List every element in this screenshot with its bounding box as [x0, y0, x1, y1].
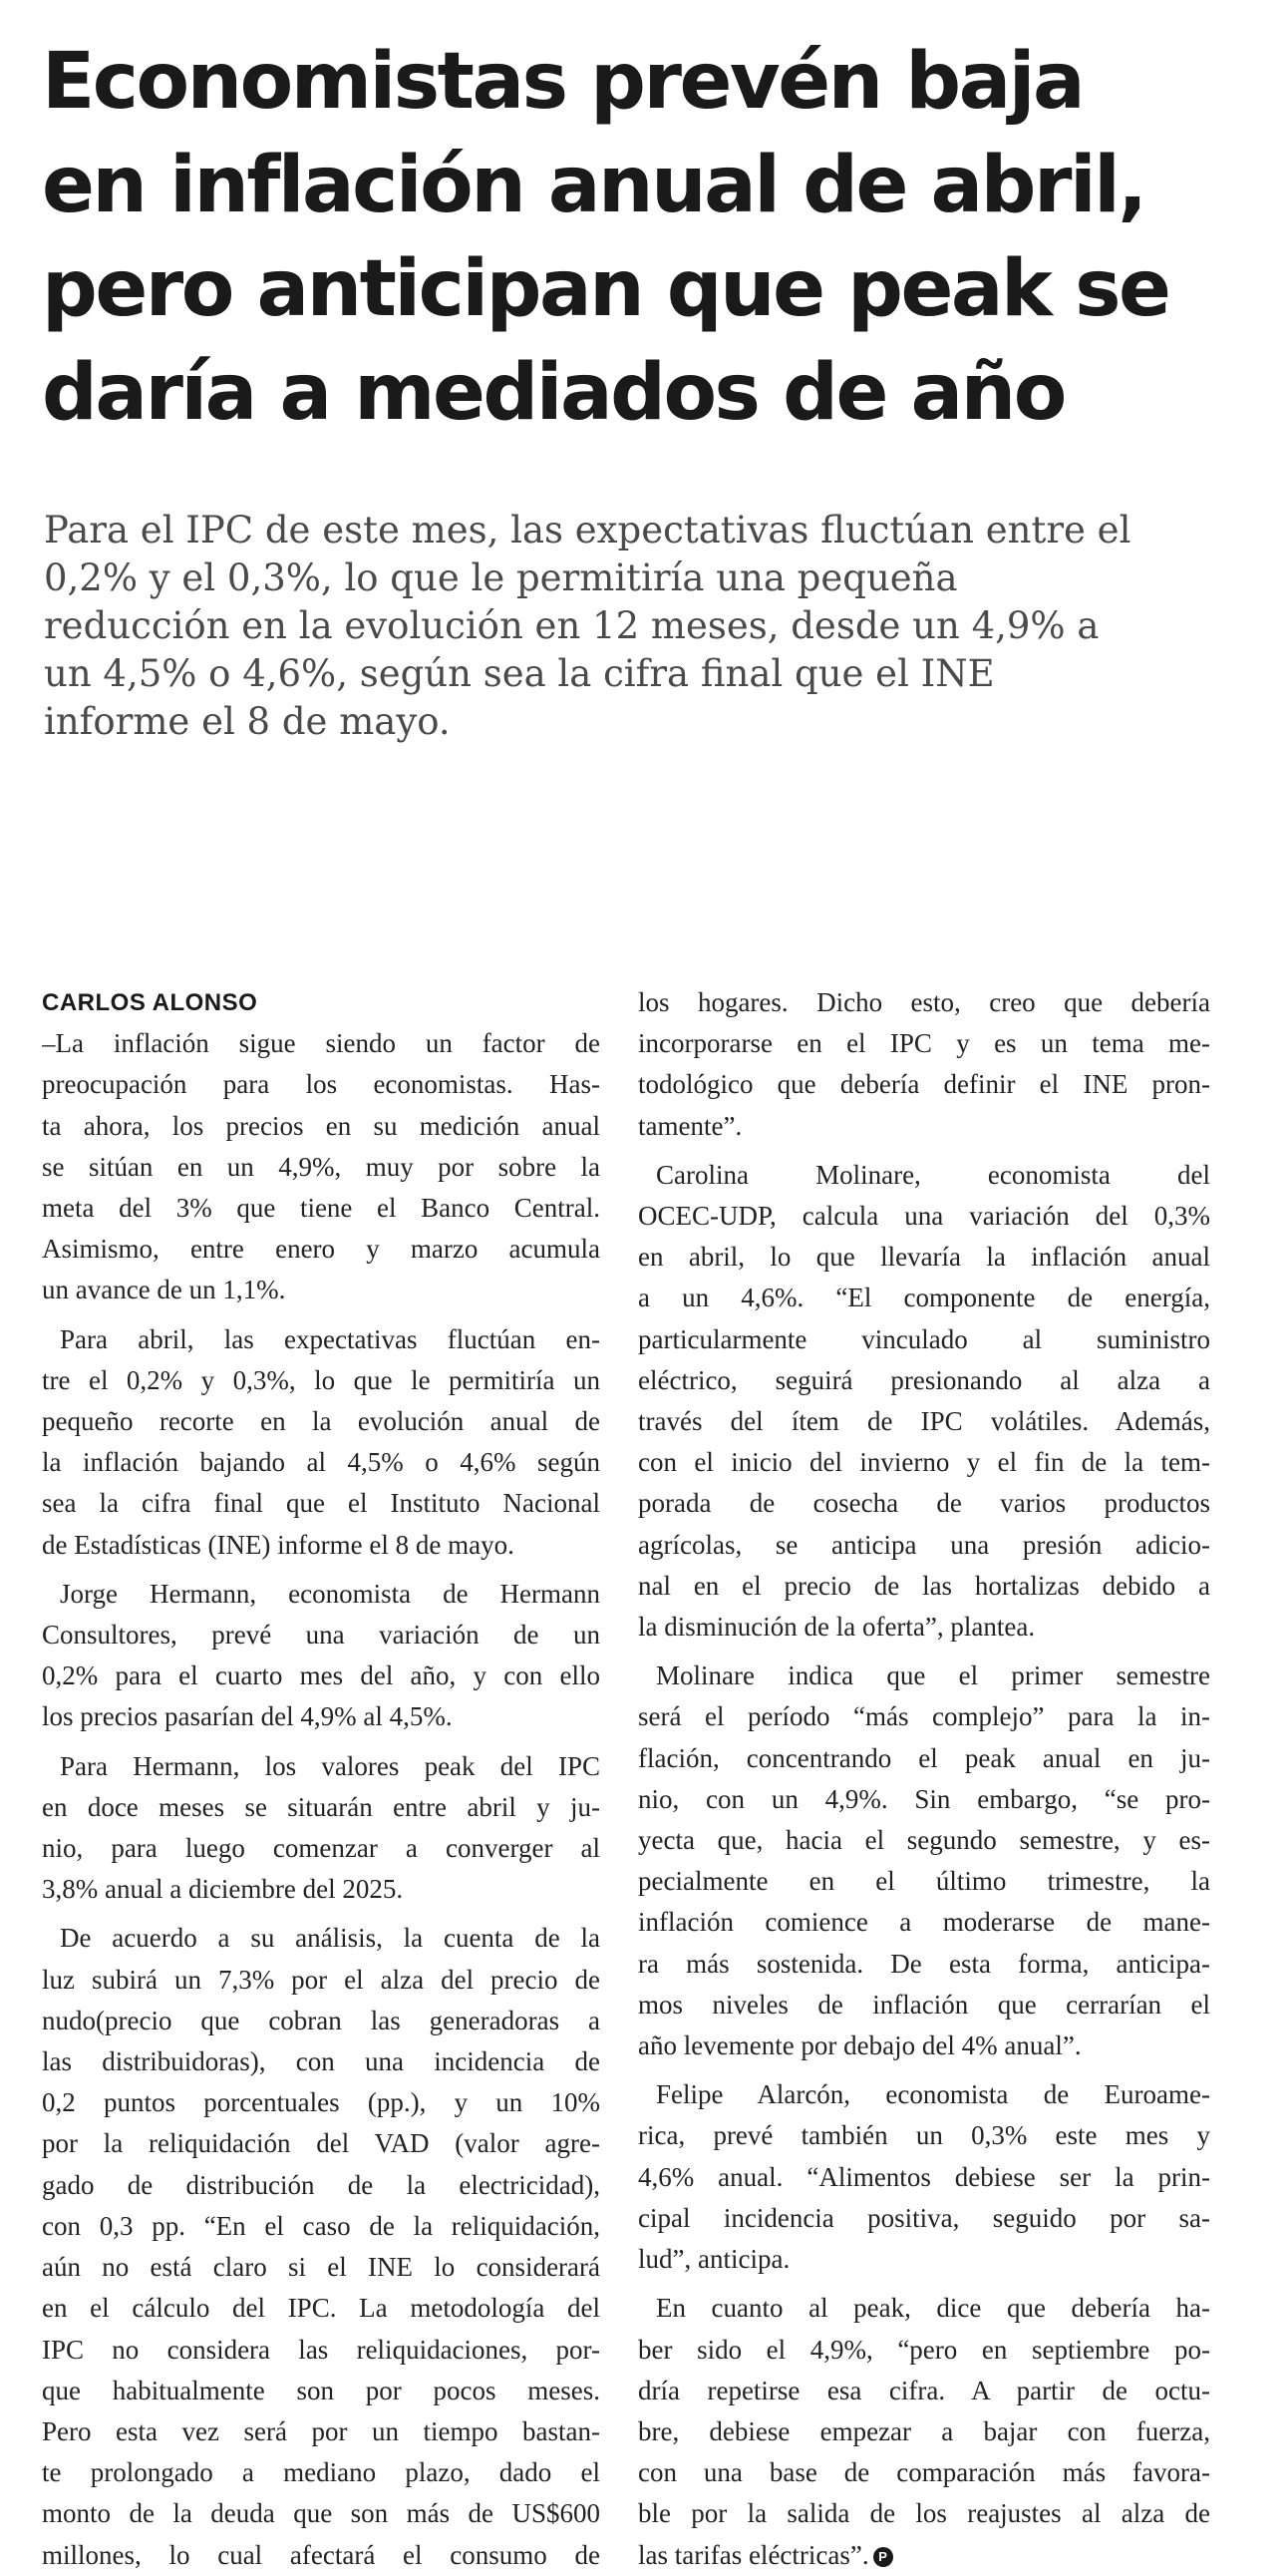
- text-line: través del ítem de IPC volátiles. Además,: [638, 1406, 1210, 1437]
- text-line: te prolongado a mediano plazo, dado el: [42, 2457, 600, 2488]
- text-line: millones, lo cual afectará el consumo de: [42, 2539, 600, 2570]
- text-line: Felipe Alarcón, economista de Euroame-: [656, 2079, 1210, 2110]
- text-line: De acuerdo a su análisis, la cuenta de la: [60, 1923, 600, 1954]
- paragraph: [638, 2074, 1210, 2280]
- lead-paragraph: [44, 507, 1240, 746]
- text-line: Molinare indica que el primer semestre: [656, 1660, 1210, 1691]
- paragraph: [638, 2288, 1210, 2575]
- text-line: las distribuidoras), con una incidencia de: [42, 2046, 600, 2077]
- text-line: año levemente por debajo del 4% anual”.: [638, 2030, 1082, 2061]
- text-line: –La inflación sigue siendo un factor de: [42, 1028, 600, 1059]
- text-line: será el período “más complejo” para la in-: [638, 1701, 1210, 1732]
- paragraph: [638, 1155, 1210, 1648]
- text-line: nudo(precio que cobran las generadoras a: [42, 2005, 600, 2035]
- text-line: monto de la deuda que son más de US$600: [42, 2498, 600, 2529]
- paragraph: [638, 982, 1210, 1147]
- text-line: eléctrico, seguirá presionando al alza a: [638, 1364, 1210, 1395]
- text-line: los precios pasarían del 4,9% al 4,5%.: [42, 1701, 453, 1732]
- text-line: IPC no considera las reliquidaciones, por-: [42, 2334, 600, 2365]
- text-line: ber sido el 4,9%, “pero en septiembre po-: [638, 2334, 1210, 2365]
- text-line: tamente”.: [638, 1110, 743, 1141]
- text-line: [638, 2535, 1210, 2576]
- text-line: Para abril, las expectativas fluctúan en-: [60, 1323, 600, 1354]
- lead-line: informe el 8 de mayo.: [44, 700, 451, 743]
- text-line: un avance de un 1,1%.: [42, 1275, 286, 1305]
- text-line: todológico que debería definir el INE pron-: [638, 1069, 1210, 1100]
- text-line: nio, con un 4,9%. Sin embargo, “se pro-: [638, 1783, 1210, 1814]
- paragraph: [638, 1656, 1210, 2066]
- text-line: dría repetirse esa cifra. A partir de octu-: [638, 2375, 1210, 2405]
- text-line: meta del 3% que tiene el Banco Central.: [42, 1193, 600, 1224]
- text-line: flación, concentrando el peak anual en ju-: [638, 1742, 1210, 1773]
- text-line: cipal incidencia positiva, seguido por sa-: [638, 2202, 1210, 2233]
- text-line: 4,6% anual. “Alimentos debiese ser la prin-: [638, 2161, 1210, 2192]
- text-line: sea la cifra final que el Instituto Nacional: [42, 1488, 600, 1519]
- text-line: Consultores, prevé una variación de un: [42, 1620, 600, 1651]
- paragraph: [42, 1023, 600, 1310]
- text-line: Asimismo, entre enero y marzo acumula: [42, 1234, 600, 1265]
- headline-line: pero anticipan que peak se: [42, 244, 1169, 334]
- text-line: 3,8% anual a diciembre del 2025.: [42, 1874, 404, 1905]
- headline-line: daría a mediados de año: [42, 348, 1065, 438]
- headline-line: Economistas prevén baja: [42, 37, 1084, 127]
- text-line: agrícolas, se anticipa una presión adicio-: [638, 1529, 1210, 1560]
- text-line: pequeño recorte en la evolución anual de: [42, 1406, 600, 1437]
- text-line: nio, para luego comenzar a converger al: [42, 1833, 600, 1864]
- paragraph: [42, 1746, 600, 1911]
- text-line: nal en el precio de las hortalizas debido a: [638, 1570, 1210, 1601]
- paragraph: [42, 1574, 600, 1738]
- text-line: en abril, lo que llevaría la inflación anual: [638, 1242, 1210, 1273]
- text-line: tre el 0,2% y 0,3%, lo que le permitiría un: [42, 1364, 600, 1395]
- lead-line: reducción en la evolución en 12 meses, desde un 4,9% a: [44, 604, 1100, 647]
- text-line: de Estadísticas (INE) informe el 8 de mayo.: [42, 1529, 514, 1560]
- text-fragment: las tarifas eléctricas”.: [638, 2539, 869, 2570]
- text-line: a un 4,6%. “El componente de energía,: [638, 1283, 1210, 1313]
- text-line: Para Hermann, los valores peak del IPC: [60, 1750, 600, 1781]
- text-line: rica, prevé también un 0,3% este mes y: [638, 2120, 1210, 2151]
- text-line: yecta que, hacia el segundo semestre, y es-: [638, 1825, 1210, 1856]
- text-line: ra más sostenida. De esta forma, anticipa-: [638, 1948, 1210, 1979]
- article-column-right: [638, 982, 1210, 2576]
- text-line: OCEC-UDP, calcula una variación del 0,3%: [638, 1201, 1210, 1232]
- text-line: en el cálculo del IPC. La metodología del: [42, 2293, 600, 2324]
- headline-line: en inflación anual de abril,: [42, 141, 1145, 230]
- text-line: porada de cosecha de varios productos: [638, 1488, 1210, 1519]
- text-line: ta ahora, los precios en su medición anual: [42, 1110, 600, 1141]
- text-line: con el inicio del invierno y el fin de la tem-: [638, 1447, 1210, 1478]
- headline: [42, 30, 1258, 445]
- text-line: bre, debiese empezar a bajar con fuerza,: [638, 2415, 1210, 2446]
- text-line: la disminución de la oferta”, plantea.: [638, 1612, 1036, 1643]
- byline: CARLOS ALONSO: [42, 989, 258, 1016]
- lead-line: 0,2% y el 0,3%, lo que le permitiría una pequeña: [44, 556, 958, 599]
- text-line: luz subirá un 7,3% por el alza del precio de: [42, 1964, 600, 1995]
- text-line: incorporarse en el IPC y es un tema me-: [638, 1028, 1210, 1059]
- text-line: lud”, anticipa.: [638, 2244, 791, 2275]
- text-line: con 0,3 pp. “En el caso de la reliquidación,: [42, 2210, 600, 2241]
- text-line: con una base de comparación más favora-: [638, 2457, 1210, 2488]
- end-mark-icon: P: [873, 2547, 893, 2567]
- lead-line: Para el IPC de este mes, las expectativas fluctúan entre el: [44, 509, 1131, 552]
- text-line: en doce meses se situarán entre abril y ju-: [42, 1791, 600, 1822]
- text-line: mos niveles de inflación que cerrarían el: [638, 1989, 1210, 2020]
- text-line: particularmente vinculado al suministro: [638, 1323, 1210, 1354]
- text-line: los hogares. Dicho esto, creo que debería: [638, 987, 1210, 1017]
- text-line: gado de distribución de la electricidad),: [42, 2169, 600, 2200]
- text-line: En cuanto al peak, dice que debería ha-: [656, 2293, 1210, 2324]
- text-line: se sitúan en un 4,9%, muy por sobre la: [42, 1151, 600, 1182]
- paragraph: [42, 1319, 600, 1566]
- article-column-left: [42, 982, 600, 2576]
- lead-line: un 4,5% o 4,6%, según sea la cifra final que el INE: [44, 652, 995, 695]
- text-line: 0,2% para el cuarto mes del año, y con ello: [42, 1660, 600, 1691]
- text-line: que habitualmente son por pocos meses.: [42, 2375, 600, 2405]
- text-line: inflación comience a moderarse de mane-: [638, 1907, 1210, 1938]
- text-line: Carolina Molinare, economista del: [656, 1159, 1210, 1190]
- text-line: Jorge Hermann, economista de Hermann: [60, 1578, 600, 1609]
- text-line: por la reliquidación del VAD (valor agre-: [42, 2128, 600, 2159]
- text-line: Pero esta vez será por un tiempo bastan-: [42, 2415, 600, 2446]
- text-line: 0,2 puntos porcentuales (pp.), y un 10%: [42, 2087, 600, 2118]
- text-line: aún no está claro si el INE lo considerará: [42, 2252, 600, 2283]
- text-line: la inflación bajando al 4,5% o 4,6% según: [42, 1447, 600, 1478]
- text-line: ble por la salida de los reajustes al alza de: [638, 2498, 1210, 2529]
- text-line: preocupación para los economistas. Has-: [42, 1069, 600, 1100]
- paragraph: [42, 1918, 600, 2575]
- text-line: pecialmente en el último trimestre, la: [638, 1866, 1210, 1897]
